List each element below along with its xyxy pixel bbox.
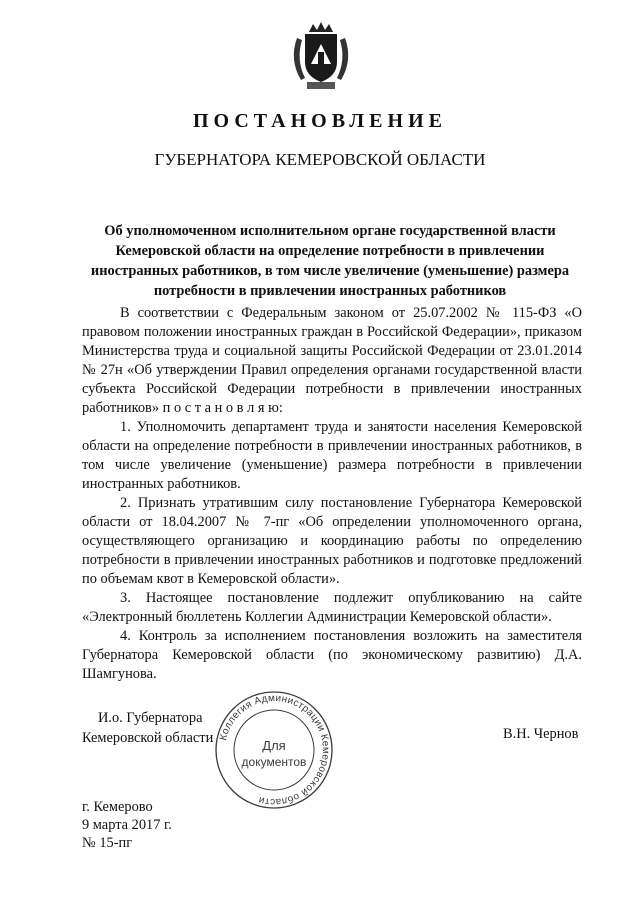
- signer-title-line1: И.о. Губернатора: [98, 710, 203, 726]
- stamp-ring-text: Коллегия Администрации Кемеровской области: [218, 692, 332, 808]
- decree-item-3: 3. Настоящее постановление подлежит опубликованию на сайте «Электронный бюллетень Коллегии Администрации Кемеровской области».: [82, 590, 582, 625]
- issuer-heading: ГУБЕРНАТОРА КЕМЕРОВСКОЙ ОБЛАСТИ: [154, 150, 486, 169]
- decree-item-1: 1. Уполномочить департамент труда и занятости населения Кемеровской области на определение потребности в привлечении иностранных работников, в том числе увеличение (уменьшение) размера потребности в привлечении иностранных работников.: [82, 419, 582, 492]
- signer-title: [82, 708, 213, 748]
- stamp-center-line1: Для: [262, 738, 286, 753]
- document-subject: Об уполномоченном исполнительном органе государственной власти Кемеровской области на определение потребности в привлечении иностранных работников, в том числе увеличение (уменьшение) размера потребности в привлечении иностранных работников: [90, 223, 570, 299]
- document-date: 9 марта 2017 г.: [82, 817, 172, 833]
- document-city: г. Кемерово: [82, 799, 153, 815]
- official-stamp: [212, 688, 336, 812]
- coat-of-arms-icon: [287, 20, 355, 92]
- decree-item-4: 4. Контроль за исполнением постановления возложить на заместителя Губернатора Кемеровской области (по экономическому развитию) Д.А. Шамгунова.: [82, 628, 582, 682]
- preamble-paragraph: В соответствии с Федеральным законом от 25.07.2002 № 115-ФЗ «О правовом положении иностранных граждан в Российской Федерации», приказом Министерства труда и социальной защиты Российской Федерации от 23.01.2014 № 27н «Об утверждении Правил определения органами государственной власти субъекта Российской Федерации потребности в привлечении иностранных работников» п о с т а н о в л я ю:: [82, 305, 582, 416]
- document-place-date: [82, 798, 172, 852]
- signer-name: В.Н. Чернов: [503, 726, 579, 742]
- stamp-center-line2: документов: [241, 755, 307, 769]
- signer-title-line2: Кемеровской области: [82, 730, 214, 746]
- document-number: № 15-пг: [82, 835, 133, 851]
- document-body: [82, 304, 582, 684]
- decree-item-2: 2. Признать утратившим силу постановление Губернатора Кемеровской области от 18.04.2007 № 7-пг «Об определении уполномоченного органа, осуществляющего организацию и координацию работы по определению потребности в привлечении иностранных работников и подготовке предложений по объемам квот в Кемеровской области».: [82, 495, 582, 587]
- document-type-heading: ПОСТАНОВЛЕНИЕ: [193, 110, 447, 132]
